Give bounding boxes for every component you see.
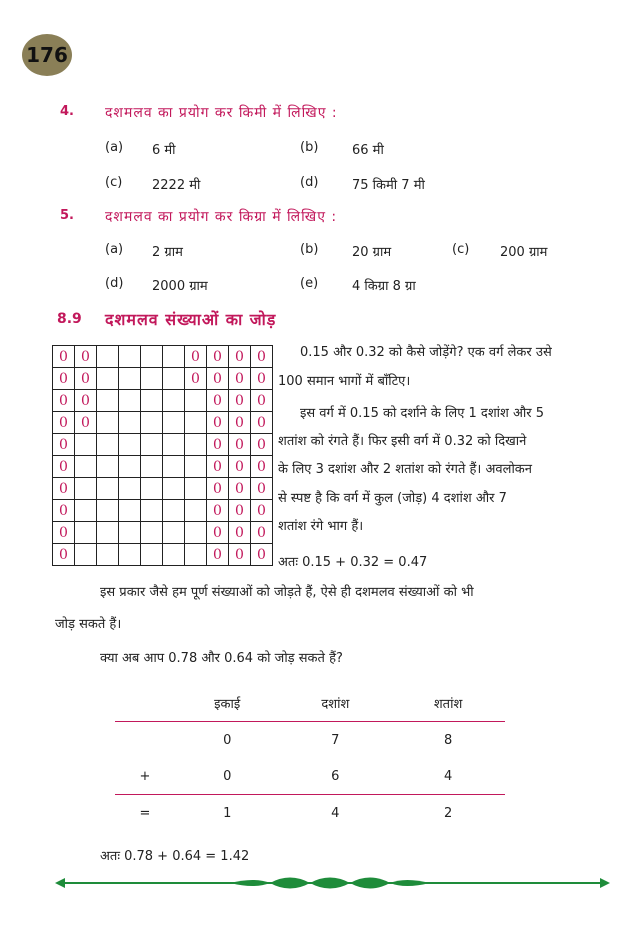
addition-result-row xyxy=(115,795,505,832)
grid-cell: 0 xyxy=(185,346,207,368)
grid-cell xyxy=(119,522,141,544)
sign-cell: = xyxy=(139,805,151,821)
sign-column-header xyxy=(115,685,175,722)
grid-cell: 0 xyxy=(229,500,251,522)
grid-cell xyxy=(163,456,185,478)
grid-cell xyxy=(119,346,141,368)
grid-cell: 0 xyxy=(229,522,251,544)
grid-cell xyxy=(141,456,163,478)
grid-cell xyxy=(141,434,163,456)
grid-cell xyxy=(185,412,207,434)
q4-opt-label: (d) xyxy=(300,175,319,190)
column-header: इकाई xyxy=(214,697,241,712)
grid-cell xyxy=(141,390,163,412)
grid-cell: 0 xyxy=(75,346,97,368)
grid-cell xyxy=(97,456,119,478)
grid-cell xyxy=(119,456,141,478)
digit-cell: 2 xyxy=(443,805,453,821)
grid-row xyxy=(53,412,273,434)
grid-cell: 0 xyxy=(207,500,229,522)
paragraph-line: इस प्रकार जैसे हम पूर्ण संख्याओं को जोड़ते हैं, ऐसे ही दशमलव संख्याओं को भी xyxy=(100,585,474,600)
grid-cell: 0 xyxy=(53,346,75,368)
q5-opt-label: (e) xyxy=(300,276,319,291)
grid-cell: 0 xyxy=(53,412,75,434)
grid-cell: 0 xyxy=(251,456,273,478)
grid-cell: 0 xyxy=(53,368,75,390)
grid-cell xyxy=(163,390,185,412)
digit-cell: 8 xyxy=(443,732,453,748)
grid-cell: 0 xyxy=(251,346,273,368)
digit-cell: 7 xyxy=(331,732,340,748)
grid-cell: 0 xyxy=(75,368,97,390)
grid-cell xyxy=(119,368,141,390)
grid-cell: 0 xyxy=(75,390,97,412)
grid-cell xyxy=(119,390,141,412)
question-line: क्या अब आप 0.78 और 0.64 को जोड़ सकते हैं? xyxy=(100,651,343,666)
grid-cell xyxy=(119,500,141,522)
grid-row xyxy=(53,434,273,456)
grid-cell xyxy=(185,434,207,456)
section-title: दशमलव संख्याओं का जोड़ xyxy=(105,310,277,329)
paragraph-line: जोड़ सकते हैं। xyxy=(55,617,122,632)
addition-table xyxy=(115,685,505,831)
grid-cell xyxy=(163,500,185,522)
q4-opt-label: (a) xyxy=(105,140,124,155)
grid-cell: 0 xyxy=(251,390,273,412)
grid-cell: 0 xyxy=(185,368,207,390)
sign-cell xyxy=(115,722,175,759)
q4-opt-value: 75 किमी 7 मी xyxy=(352,178,425,193)
grid-cell: 0 xyxy=(229,346,251,368)
grid-cell: 0 xyxy=(229,390,251,412)
grid-cell: 0 xyxy=(251,412,273,434)
grid-cell xyxy=(141,412,163,434)
grid-cell: 0 xyxy=(207,456,229,478)
grid-cell: 0 xyxy=(251,522,273,544)
grid-cell: 0 xyxy=(207,434,229,456)
grid-cell xyxy=(75,478,97,500)
grid-cell xyxy=(97,390,119,412)
side-text-line: 100 समान भागों में बाँटिए। xyxy=(278,374,411,389)
addition-row xyxy=(115,758,505,795)
grid-cell xyxy=(141,368,163,390)
q5-opt-value: 2000 ग्राम xyxy=(152,279,208,294)
side-text-line: 0.15 और 0.32 को कैसे जोड़ेंगे? एक वर्ग लेकर उसे xyxy=(300,345,552,360)
grid-cell: 0 xyxy=(251,434,273,456)
grid-cell xyxy=(141,500,163,522)
sign-cell: + xyxy=(139,768,151,784)
footer-decoration xyxy=(55,868,610,898)
column-header: दशांश xyxy=(321,697,350,712)
grid-row xyxy=(53,390,273,412)
grid-cell xyxy=(141,544,163,566)
side-text-line: अतः 0.15 + 0.32 = 0.47 xyxy=(278,555,428,570)
section-number: 8.9 xyxy=(57,311,82,327)
grid-cell xyxy=(141,478,163,500)
grid-row xyxy=(53,500,273,522)
grid-cell xyxy=(185,544,207,566)
side-text-line: शतांश को रंगते हैं। फिर इसी वर्ग में 0.32 को दिखाने xyxy=(278,434,527,449)
grid-cell xyxy=(97,412,119,434)
grid-cell xyxy=(97,346,119,368)
q4-opt-label: (c) xyxy=(105,175,123,190)
side-text-line: से स्पष्ट है कि वर्ग में कुल (जोड़) 4 दशांश और 7 xyxy=(278,491,507,506)
grid-cell xyxy=(75,500,97,522)
grid-cell xyxy=(97,522,119,544)
grid-cell: 0 xyxy=(53,456,75,478)
column-header: शतांश xyxy=(433,697,463,712)
grid-row xyxy=(53,346,273,368)
grid-cell xyxy=(97,368,119,390)
q4-opt-value: 2222 मी xyxy=(152,178,201,193)
digit-cell: 0 xyxy=(223,732,232,748)
grid-cell: 0 xyxy=(229,412,251,434)
q5-opt-label: (d) xyxy=(105,276,124,291)
grid-cell: 0 xyxy=(75,412,97,434)
grid-cell xyxy=(185,522,207,544)
grid-cell: 0 xyxy=(53,390,75,412)
q4-number: 4. xyxy=(60,104,74,119)
grid-cell: 0 xyxy=(53,478,75,500)
grid-cell: 0 xyxy=(53,544,75,566)
grid-cell xyxy=(163,412,185,434)
q4-opt-value: 6 मी xyxy=(152,143,176,158)
grid-cell: 0 xyxy=(229,544,251,566)
grid-cell xyxy=(185,478,207,500)
grid-cell: 0 xyxy=(251,500,273,522)
digit-cell: 6 xyxy=(331,768,340,784)
q5-opt-label: (b) xyxy=(300,242,319,257)
digit-cell: 4 xyxy=(331,805,340,821)
grid-cell xyxy=(163,434,185,456)
grid-cell xyxy=(97,478,119,500)
grid-row xyxy=(53,456,273,478)
grid-cell xyxy=(75,544,97,566)
grid-cell: 0 xyxy=(53,434,75,456)
grid-cell: 0 xyxy=(53,500,75,522)
grid-cell xyxy=(141,346,163,368)
q4-opt-value: 66 मी xyxy=(352,143,384,158)
grid-cell xyxy=(97,500,119,522)
grid-cell xyxy=(163,544,185,566)
q5-opt-value: 2 ग्राम xyxy=(152,245,183,260)
grid-cell: 0 xyxy=(251,544,273,566)
q5-number: 5. xyxy=(60,208,74,223)
q5-text: दशमलव का प्रयोग कर किग्रा में लिखिए : xyxy=(105,209,338,225)
q5-opt-value: 20 ग्राम xyxy=(352,245,392,260)
grid-row xyxy=(53,544,273,566)
grid-cell: 0 xyxy=(207,478,229,500)
grid-cell: 0 xyxy=(207,412,229,434)
grid-cell xyxy=(97,434,119,456)
grid-cell xyxy=(185,390,207,412)
grid-cell xyxy=(75,434,97,456)
grid-cell xyxy=(163,478,185,500)
grid-cell: 0 xyxy=(251,368,273,390)
result-line: अतः 0.78 + 0.64 = 1.42 xyxy=(100,849,250,864)
grid-cell: 0 xyxy=(207,346,229,368)
grid-cell: 0 xyxy=(251,478,273,500)
grid-row xyxy=(53,368,273,390)
addition-row xyxy=(115,722,505,759)
side-text-line: इस वर्ग में 0.15 को दर्शाने के लिए 1 दशांश और 5 xyxy=(300,406,545,421)
digit-cell: 1 xyxy=(223,805,232,821)
grid-row xyxy=(53,478,273,500)
grid-cell xyxy=(163,522,185,544)
grid-cell: 0 xyxy=(207,522,229,544)
grid-cell xyxy=(163,368,185,390)
side-text-line: के लिए 3 दशांश और 2 शतांश को रंगते हैं। अवलोकन xyxy=(278,462,533,477)
q5-opt-label: (a) xyxy=(105,242,124,257)
hundred-square-grid xyxy=(52,345,273,566)
grid-cell xyxy=(119,478,141,500)
digit-cell: 4 xyxy=(443,768,453,784)
grid-cell xyxy=(185,456,207,478)
grid-cell xyxy=(119,412,141,434)
grid-cell: 0 xyxy=(207,368,229,390)
grid-cell: 0 xyxy=(229,368,251,390)
grid-cell xyxy=(185,500,207,522)
grid-cell: 0 xyxy=(53,522,75,544)
grid-cell xyxy=(75,456,97,478)
grid-cell: 0 xyxy=(229,456,251,478)
grid-cell xyxy=(119,544,141,566)
grid-cell: 0 xyxy=(229,434,251,456)
q5-opt-label: (c) xyxy=(452,242,470,257)
addition-header-row xyxy=(115,685,505,722)
grid-cell xyxy=(97,544,119,566)
q5-opt-value: 200 ग्राम xyxy=(500,245,548,260)
grid-cell: 0 xyxy=(207,544,229,566)
grid-cell xyxy=(141,522,163,544)
grid-cell xyxy=(119,434,141,456)
side-text-line: शतांश रंगे भाग हैं। xyxy=(278,519,364,534)
grid-cell: 0 xyxy=(229,478,251,500)
grid-row xyxy=(53,522,273,544)
digit-cell: 0 xyxy=(223,768,232,784)
page-number-badge: 176 xyxy=(22,34,72,76)
grid-cell: 0 xyxy=(207,390,229,412)
q5-opt-value: 4 किग्रा 8 ग्रा xyxy=(352,279,416,294)
grid-cell xyxy=(163,346,185,368)
q4-opt-label: (b) xyxy=(300,140,319,155)
grid-cell xyxy=(75,522,97,544)
q4-text: दशमलव का प्रयोग कर किमी में लिखिए : xyxy=(105,105,338,121)
